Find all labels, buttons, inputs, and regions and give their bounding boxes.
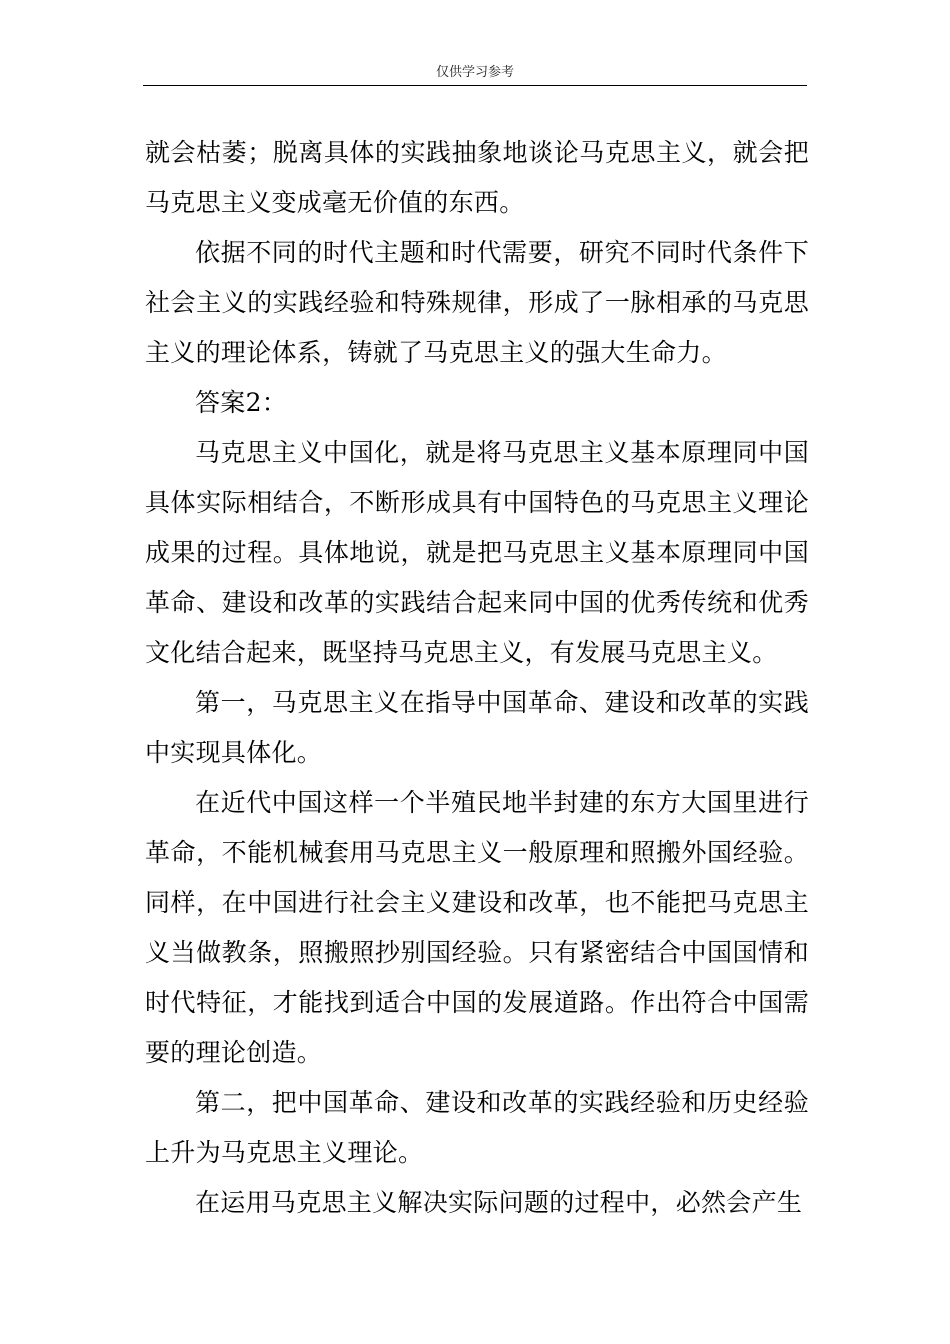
- paragraph: 就会枯萎；脱离具体的实践抽象地谈论马克思主义，就会把马克思主义变成毫无价值的东西。: [145, 138, 809, 217]
- paragraph: 答案2：: [195, 388, 288, 417]
- paragraph: 第一，马克思主义在指导中国革命、建设和改革的实践中实现具体化。: [145, 688, 809, 767]
- paragraph: 马克思主义中国化，就是将马克思主义基本原理同中国具体实际相结合，不断形成具有中国特色的马克思主义理论成果的过程。具体地说，就是把马克思主义基本原理同中国革命、建设和改革的实践结合起来同中国的优秀传统和优秀文化结合起来，既坚持马克思主义，有发展马克思主义。: [145, 438, 809, 667]
- paragraph: 第二，把中国革命、建设和改革的实践经验和历史经验上升为马克思主义理论。: [145, 1088, 809, 1167]
- paragraph: 在近代中国这样一个半殖民地半封建的东方大国里进行革命，不能机械套用马克思主义一般原理和照搬外国经验。同样，在中国进行社会主义建设和改革，也不能把马克思主义当做教条，照搬照抄别国经验。只有紧密结合中国国情和时代特征，才能找到适合中国的发展道路。作出符合中国需要的理论创造。: [145, 788, 809, 1067]
- page-header: 仅供学习参考: [435, 65, 514, 80]
- header-rule: [143, 85, 807, 86]
- paragraph: 在运用马克思主义解决实际问题的过程中，必然会产生: [195, 1188, 803, 1217]
- paragraph: 依据不同的时代主题和时代需要，研究不同时代条件下社会主义的实践经验和特殊规律，形成了一脉相承的马克思主义的理论体系，铸就了马克思主义的强大生命力。: [145, 238, 809, 367]
- document-body: [145, 128, 809, 1228]
